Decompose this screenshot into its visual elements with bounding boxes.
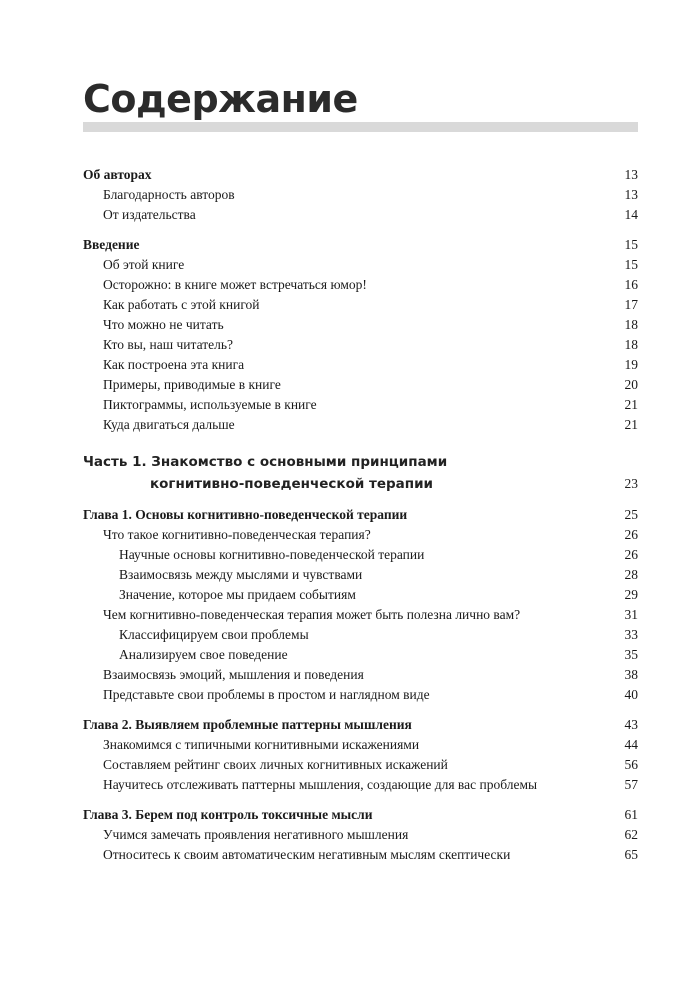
toc-entry[interactable] bbox=[83, 845, 638, 865]
toc-page-number: 28 bbox=[624, 567, 638, 582]
toc-page-number: 14 bbox=[624, 207, 638, 222]
toc-page-number: 15 bbox=[624, 257, 638, 272]
toc-entry-label: Введение bbox=[83, 237, 140, 252]
table-of-contents bbox=[83, 165, 638, 865]
toc-entry-label: Глава 2. Выявляем проблемные паттерны мышления bbox=[83, 717, 412, 732]
toc-page-number: 25 bbox=[624, 507, 638, 522]
toc-page-number: 29 bbox=[624, 587, 638, 602]
toc-entry[interactable] bbox=[83, 395, 638, 415]
toc-entry-label: Что такое когнитивно-поведенческая терапия? bbox=[103, 527, 371, 542]
toc-entry-label: Благодарность авторов bbox=[103, 187, 235, 202]
toc-part-heading[interactable] bbox=[83, 451, 638, 495]
toc-entry-label: Примеры, приводимые в книге bbox=[103, 377, 281, 392]
toc-page-number: 31 bbox=[624, 607, 638, 622]
toc-entry[interactable] bbox=[83, 415, 638, 435]
title-underline-bar bbox=[83, 122, 638, 132]
toc-page-number: 44 bbox=[624, 737, 638, 752]
toc-page-number: 15 bbox=[624, 237, 638, 252]
toc-page-number: 57 bbox=[624, 777, 638, 792]
toc-entry-heading[interactable] bbox=[83, 235, 638, 255]
toc-entry[interactable] bbox=[83, 335, 638, 355]
toc-page-number: 26 bbox=[624, 527, 638, 542]
toc-page-number: 40 bbox=[624, 687, 638, 702]
toc-subentry[interactable] bbox=[83, 625, 638, 645]
toc-page-number: 43 bbox=[624, 717, 638, 732]
toc-page-number: 56 bbox=[624, 757, 638, 772]
toc-entry[interactable] bbox=[83, 755, 638, 775]
toc-entry[interactable] bbox=[83, 355, 638, 375]
toc-page-number: 13 bbox=[624, 187, 638, 202]
toc-page-number: 21 bbox=[624, 397, 638, 412]
toc-entry-label: Взаимосвязь между мыслями и чувствами bbox=[119, 567, 363, 582]
part-title-line1: Часть 1. Знакомство с основными принципами bbox=[83, 454, 448, 470]
toc-chapter-heading[interactable] bbox=[83, 505, 638, 525]
toc-entry[interactable] bbox=[83, 205, 638, 225]
toc-entry-label: Как построена эта книга bbox=[103, 357, 245, 372]
toc-entry-heading[interactable] bbox=[83, 165, 638, 185]
toc-entry[interactable] bbox=[83, 185, 638, 205]
toc-entry-label: Куда двигаться дальше bbox=[103, 417, 235, 432]
toc-entry-label: Взаимосвязь эмоций, мышления и поведения bbox=[103, 667, 364, 682]
toc-chapter-heading[interactable] bbox=[83, 805, 638, 825]
toc-entry-label: Что можно не читать bbox=[103, 317, 224, 332]
toc-subentry[interactable] bbox=[83, 545, 638, 565]
toc-entry-label: Осторожно: в книге может встречаться юмор! bbox=[103, 277, 367, 292]
toc-entry[interactable] bbox=[83, 315, 638, 335]
toc-entry-label: Значение, которое мы придаем событиям bbox=[119, 587, 356, 602]
toc-page-number: 61 bbox=[624, 807, 638, 822]
toc-page-number: 35 bbox=[624, 647, 638, 662]
toc-entry-label: Кто вы, наш читатель? bbox=[103, 337, 234, 352]
toc-chapter-heading[interactable] bbox=[83, 715, 638, 735]
toc-entry-label: Составляем рейтинг своих личных когнитивных искажений bbox=[103, 757, 448, 772]
toc-entry[interactable] bbox=[83, 825, 638, 845]
toc-entry-label: От издательства bbox=[103, 207, 196, 222]
toc-page-number: 19 bbox=[624, 357, 638, 372]
toc-entry-label: Относитесь к своим автоматическим негативным мыслям скептически bbox=[103, 847, 511, 862]
toc-entry-label: Об этой книге bbox=[103, 257, 185, 272]
toc-subentry[interactable] bbox=[83, 585, 638, 605]
toc-entry-label: Глава 1. Основы когнитивно-поведенческой терапии bbox=[83, 507, 408, 522]
toc-page-number: 65 bbox=[624, 847, 638, 862]
toc-entry[interactable] bbox=[83, 665, 638, 685]
toc-entry[interactable] bbox=[83, 525, 638, 545]
toc-page-number: 33 bbox=[624, 627, 638, 642]
toc-entry-label: Глава 3. Берем под контроль токсичные мысли bbox=[83, 807, 373, 822]
toc-page-number: 26 bbox=[624, 547, 638, 562]
toc-entry[interactable] bbox=[83, 605, 638, 625]
toc-entry-label: Анализируем свое поведение bbox=[119, 647, 288, 662]
toc-page-number: 18 bbox=[624, 337, 638, 352]
part-title-line2: когнитивно-поведенческой терапии bbox=[150, 476, 434, 492]
toc-page-number: 21 bbox=[624, 417, 638, 432]
toc-entry-label: Классифицируем свои проблемы bbox=[119, 627, 309, 642]
toc-subentry[interactable] bbox=[83, 645, 638, 665]
toc-page-number: 13 bbox=[624, 167, 638, 182]
toc-page-number: 16 bbox=[624, 277, 638, 292]
toc-entry-label: Пиктограммы, используемые в книге bbox=[103, 397, 317, 412]
toc-entry[interactable] bbox=[83, 735, 638, 755]
toc-entry-label: Научитесь отслеживать паттерны мышления, создающие для вас проблемы bbox=[103, 777, 538, 792]
toc-entry[interactable] bbox=[83, 255, 638, 275]
toc-page-number: 38 bbox=[624, 667, 638, 682]
toc-entry[interactable] bbox=[83, 375, 638, 395]
toc-page-number: 20 bbox=[624, 377, 638, 392]
toc-entry[interactable] bbox=[83, 685, 638, 705]
toc-entry-label: Знакомимся с типичными когнитивными искажениями bbox=[103, 737, 420, 752]
page-title: Содержание bbox=[83, 77, 358, 121]
toc-page-number: 17 bbox=[624, 297, 638, 312]
toc-entry-label: Представьте свои проблемы в простом и наглядном виде bbox=[103, 687, 430, 702]
toc-entry[interactable] bbox=[83, 275, 638, 295]
toc-entry[interactable] bbox=[83, 775, 638, 795]
toc-entry-label: Как работать с этой книгой bbox=[103, 297, 260, 312]
toc-entry-label: Об авторах bbox=[83, 167, 152, 182]
toc-entry-label: Учимся замечать проявления негативного мышления bbox=[103, 827, 409, 842]
toc-entry-label: Научные основы когнитивно-поведенческой терапии bbox=[119, 547, 425, 562]
toc-page-number: 62 bbox=[624, 827, 638, 842]
toc-page-number: 23 bbox=[624, 476, 638, 491]
toc-subentry[interactable] bbox=[83, 565, 638, 585]
toc-entry[interactable] bbox=[83, 295, 638, 315]
toc-page-number: 18 bbox=[624, 317, 638, 332]
toc-entry-label: Чем когнитивно-поведенческая терапия может быть полезна лично вам? bbox=[103, 607, 521, 622]
